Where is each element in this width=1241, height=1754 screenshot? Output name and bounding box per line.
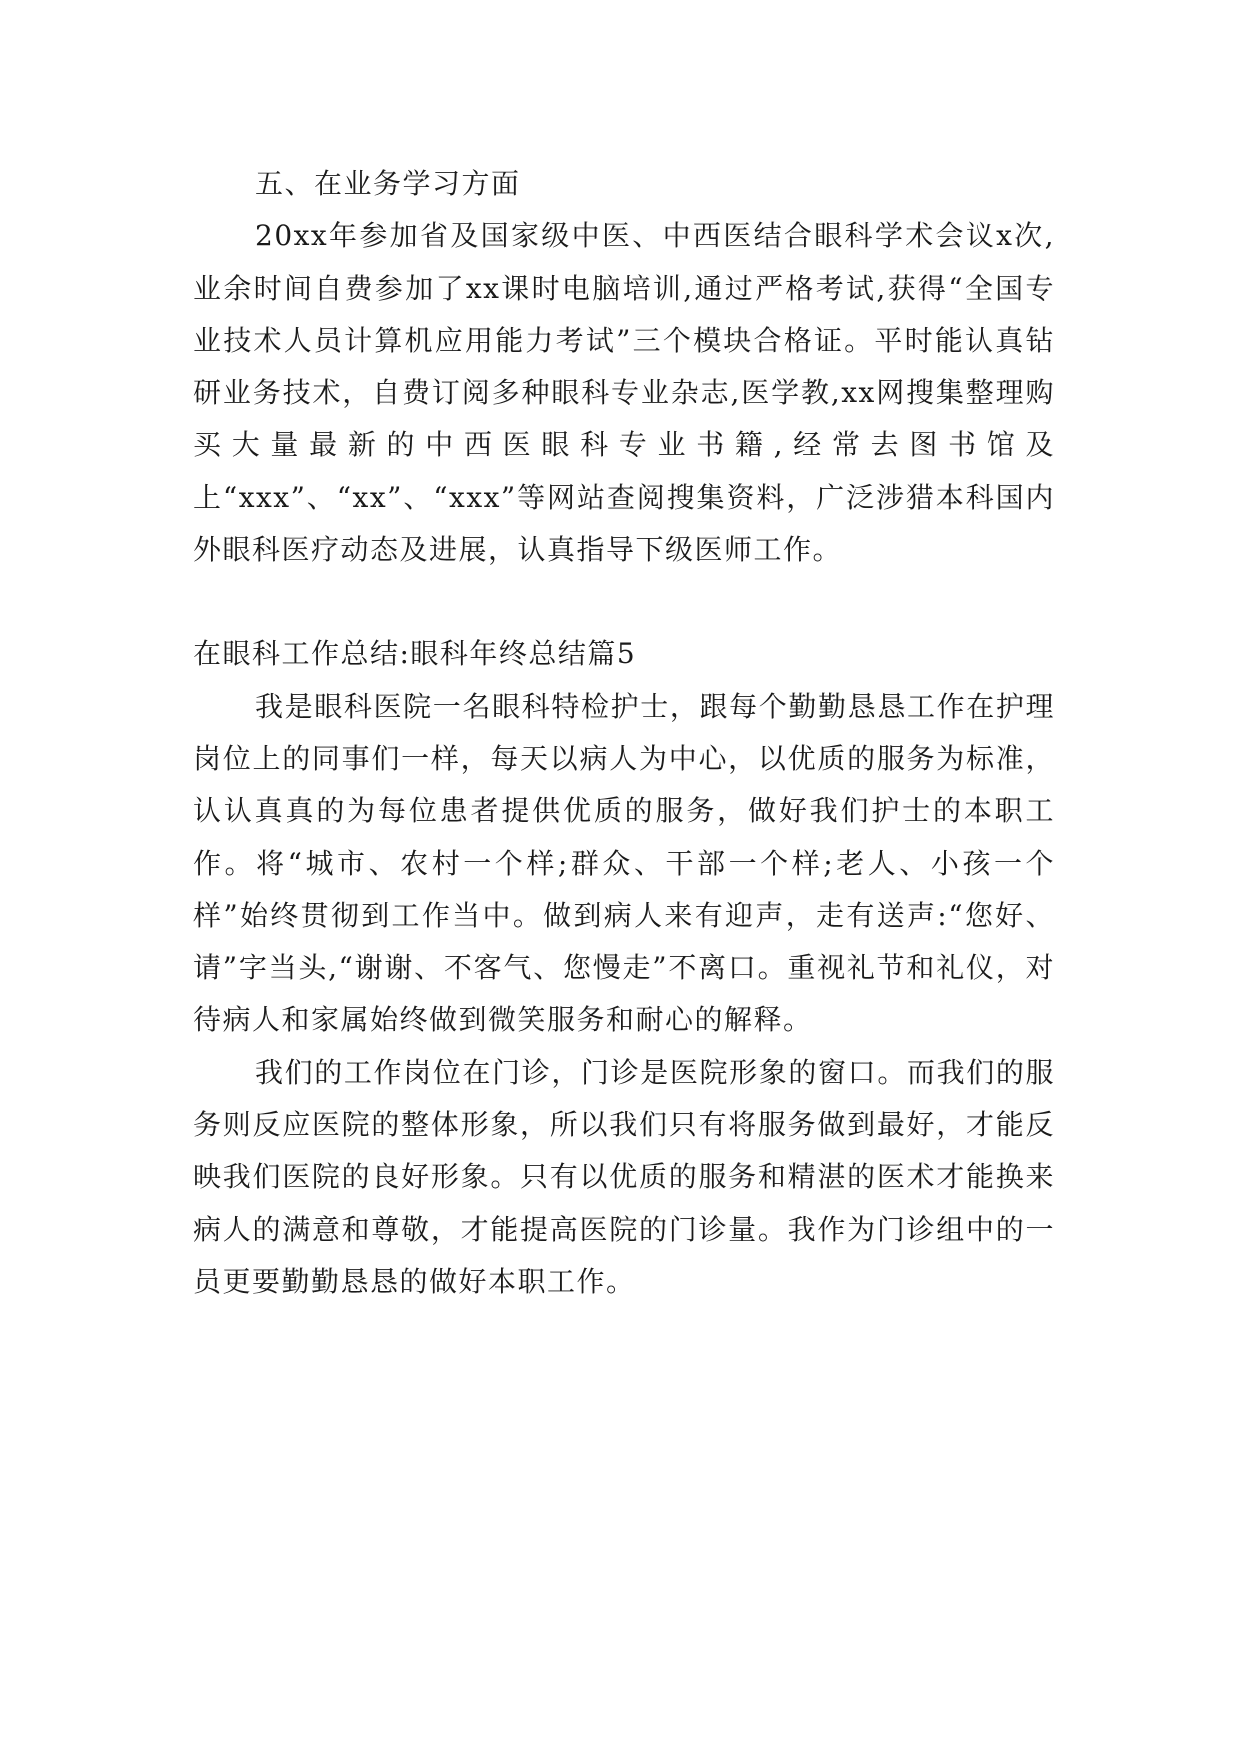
paragraph-1: 我是眼科医院一名眼科特检护士，跟每个勤勤恳恳工作在护理岗位上的同事们一样，每天以病人为中心，以优质的服务为标准，认认真真的为每位患者提供优质的服务，做好我们护士的本职工作。将“城市、农村一个样;群众、干部一个样;老人、小孩一个样”始终贯彻到工作当中。做到病人来有迎声，走有送声:“您好、请”字当头,“谢谢、不客气、您慢走”不离口。重视礼节和礼仪，对待病人和家属始终做到微笑服务和耐心的解释。 bbox=[193, 689, 1055, 1037]
section-five-body: 20xx年参加省及国家级中医、中西医结合眼科学术会议x次,业余时间自费参加了xx课时电脑培训,通过严格考试,获得“全国专业技术人员计算机应用能力考试”三个模块合格证。平时能认真钻研业务技术，自费订阅多种眼科专业杂志,医学教,xx网搜集整理购买大量最新的中西医眼科专业书籍,经常去图书馆及上“xxx”、“xx”、“xxx”等网站查阅搜集资料，广泛涉猎本科国内外眼科医疗动态及进展，认真指导下级医师工作。 bbox=[193, 219, 1055, 567]
document-page bbox=[193, 158, 1055, 1308]
section-five-heading: 五、在业务学习方面 bbox=[255, 167, 521, 200]
article-title: 在眼科工作总结:眼科年终总结篇5 bbox=[193, 637, 637, 671]
paragraph-2: 我们的工作岗位在门诊，门诊是医院形象的窗口。而我们的服务则反应医院的整体形象，所以我们只有将服务做到最好，才能反映我们医院的良好形象。只有以优质的服务和精湛的医术才能换来病人的满意和尊敬，才能提高医院的门诊量。我作为门诊组中的一员更要勤勤恳恳的做好本职工作。 bbox=[193, 1055, 1055, 1298]
